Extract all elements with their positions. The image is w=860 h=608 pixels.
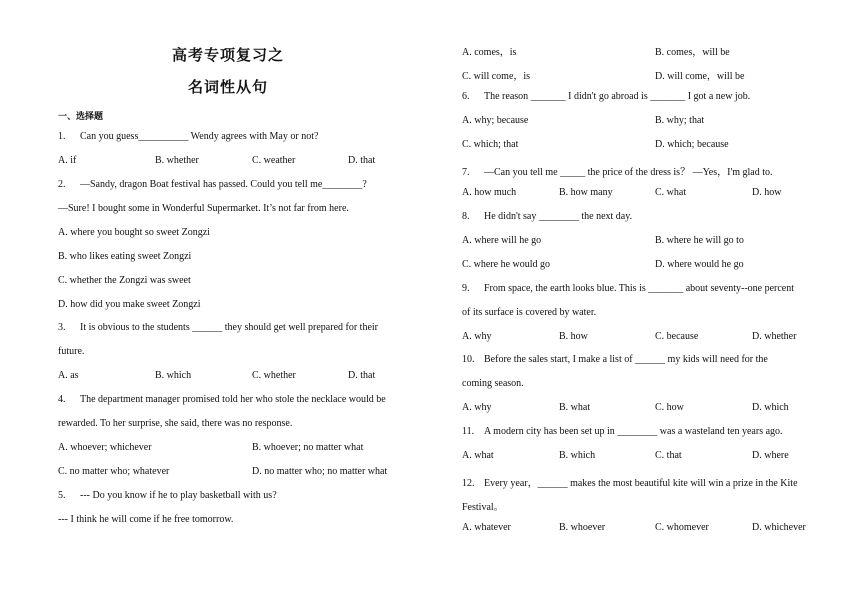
- q3-option-b: B. which: [155, 370, 192, 381]
- q6-option-d: D. which; because: [655, 139, 729, 150]
- q10-option-d: D. which: [752, 402, 789, 413]
- q5-option-a: A. comes，is: [462, 47, 517, 58]
- question-4: [58, 394, 386, 405]
- q1-option-c: C. weather: [252, 155, 296, 166]
- q5-option-c: C. will come，is: [462, 71, 531, 82]
- q9-option-b: B. how: [559, 331, 588, 342]
- question-text: The department manager promised told her who stole the necklace would be: [80, 394, 386, 405]
- title-line-1: 高考专项复习之: [171, 46, 284, 64]
- q3-option-d: D. that: [348, 370, 376, 381]
- q11-option-b: B. which: [559, 450, 596, 461]
- q2-option-a: A. where you bought so sweet Zongzi: [58, 227, 210, 238]
- q2-option-b: B. who likes eating sweet Zongzi: [58, 251, 192, 262]
- q7-option-b: B. how many: [559, 187, 613, 198]
- question-text: --- Do you know if he to play basketball with us?: [80, 490, 277, 501]
- question-text: Can you guess__________ Wendy agrees with May or not?: [80, 131, 319, 142]
- q2-option-c: C. whether the Zongzi was sweet: [58, 275, 191, 286]
- q5-option-d: D. will come，will be: [655, 71, 745, 82]
- q8-option-d: D. where would he go: [655, 259, 744, 270]
- q4-option-b: B. whoever; no matter what: [252, 442, 364, 453]
- q4-option-a: A. whoever; whichever: [58, 442, 152, 453]
- q10-option-b: B. what: [559, 402, 591, 413]
- q12-option-b: B. whoever: [559, 522, 606, 533]
- question-12: [462, 474, 798, 489]
- question-10: [462, 354, 768, 365]
- q7-option-c: C. what: [655, 187, 687, 198]
- q9-option-a: A. why: [462, 331, 492, 342]
- q6-option-a: A. why; because: [462, 115, 529, 126]
- q6-option-c: C. which; that: [462, 139, 519, 150]
- q7-option-d: D. how: [752, 187, 782, 198]
- question-8: [462, 211, 632, 222]
- q9-option-c: C. because: [655, 331, 699, 342]
- question-number: 3.: [58, 322, 66, 333]
- question-number: 11.: [462, 426, 475, 437]
- question-9: [462, 283, 794, 294]
- question-9-continued: of its surface is covered by water.: [462, 307, 597, 318]
- question-2-continued: —Sure! I bought some in Wonderful Supermarket. It’s not far from here.: [58, 203, 349, 214]
- q1-option-a: A. if: [58, 155, 77, 166]
- q8-option-b: B. where he will go to: [655, 235, 744, 246]
- question-number: 12.: [462, 478, 475, 489]
- question-number: 1.: [58, 131, 66, 142]
- question-2: [58, 179, 367, 190]
- q4-option-c: C. no matter who; whatever: [58, 466, 170, 477]
- q1-option-d: D. that: [348, 155, 376, 166]
- question-number: 8.: [462, 211, 470, 222]
- q3-option-a: A. as: [58, 370, 79, 381]
- section-heading: 一、选择题: [58, 112, 104, 122]
- question-number: 6.: [462, 91, 470, 102]
- question-text: It is obvious to the students ______ they should get well prepared for their: [80, 322, 379, 333]
- question-1: [58, 131, 318, 142]
- question-text: The reason _______ I didn't go abroad is _______ I got a new job.: [484, 91, 751, 102]
- question-number: 9.: [462, 283, 470, 294]
- question-text: From space, the earth looks blue. This is _______ about seventy--one percent: [484, 283, 795, 294]
- question-3-continued: future.: [58, 346, 85, 357]
- question-number: 2.: [58, 179, 66, 190]
- q9-option-d: D. whether: [752, 331, 797, 342]
- question-number: 10.: [462, 354, 475, 365]
- q11-option-c: C. that: [655, 450, 682, 461]
- q3-option-c: C. whether: [252, 370, 296, 381]
- q6-option-b: B. why; that: [655, 115, 705, 126]
- question-6: [462, 91, 750, 102]
- question-3: [58, 322, 378, 333]
- q11-option-d: D. where: [752, 450, 789, 461]
- q11-option-a: A. what: [462, 450, 494, 461]
- q1-option-b: B. whether: [155, 155, 199, 166]
- question-4-continued: rewarded. To her surprise, she said, there was no response.: [58, 418, 293, 429]
- q4-option-d: D. no matter who; no matter what: [252, 466, 388, 477]
- q5-option-b: B. comes，will be: [655, 47, 730, 58]
- q12-option-d: D. whichever: [752, 522, 806, 533]
- question-12-continued: Festival。: [462, 502, 504, 513]
- question-text: —Can you tell me _____ the price of the dress is？ —Yes，I'm glad to.: [484, 167, 773, 178]
- question-text: Every year，______ makes the most beautiful kite will win a prize in the Kite: [484, 478, 798, 489]
- question-text: Before the sales start, I make a list of ______ my kids will need for the: [484, 354, 768, 365]
- q8-option-a: A. where will he go: [462, 235, 542, 246]
- q10-option-c: C. how: [655, 402, 684, 413]
- question-number: 5.: [58, 490, 66, 501]
- q12-option-a: A. whatever: [462, 522, 511, 533]
- q10-option-a: A. why: [462, 402, 492, 413]
- question-text: A modern city has been set up in ________ was a wasteland ten years ago.: [484, 426, 783, 437]
- question-11: [462, 426, 783, 437]
- question-5: [58, 490, 277, 501]
- question-10-continued: coming season.: [462, 378, 524, 389]
- q2-option-d: D. how did you make sweet Zongzi: [58, 299, 201, 310]
- title-line-2: 名词性从句: [187, 78, 268, 96]
- q7-option-a: A. how much: [462, 187, 517, 198]
- q8-option-c: C. where he would go: [462, 259, 551, 270]
- question-5-continued: --- I think he will come if he free tomorrow.: [58, 514, 234, 525]
- question-text: —Sandy, dragon Boat festival has passed. Could you tell me________?: [80, 179, 367, 190]
- question-text: He didn't say ________ the next day.: [484, 211, 633, 222]
- question-number: 7.: [462, 167, 470, 178]
- question-number: 4.: [58, 394, 66, 405]
- question-7: [462, 163, 773, 178]
- q12-option-c: C. whomever: [655, 522, 709, 533]
